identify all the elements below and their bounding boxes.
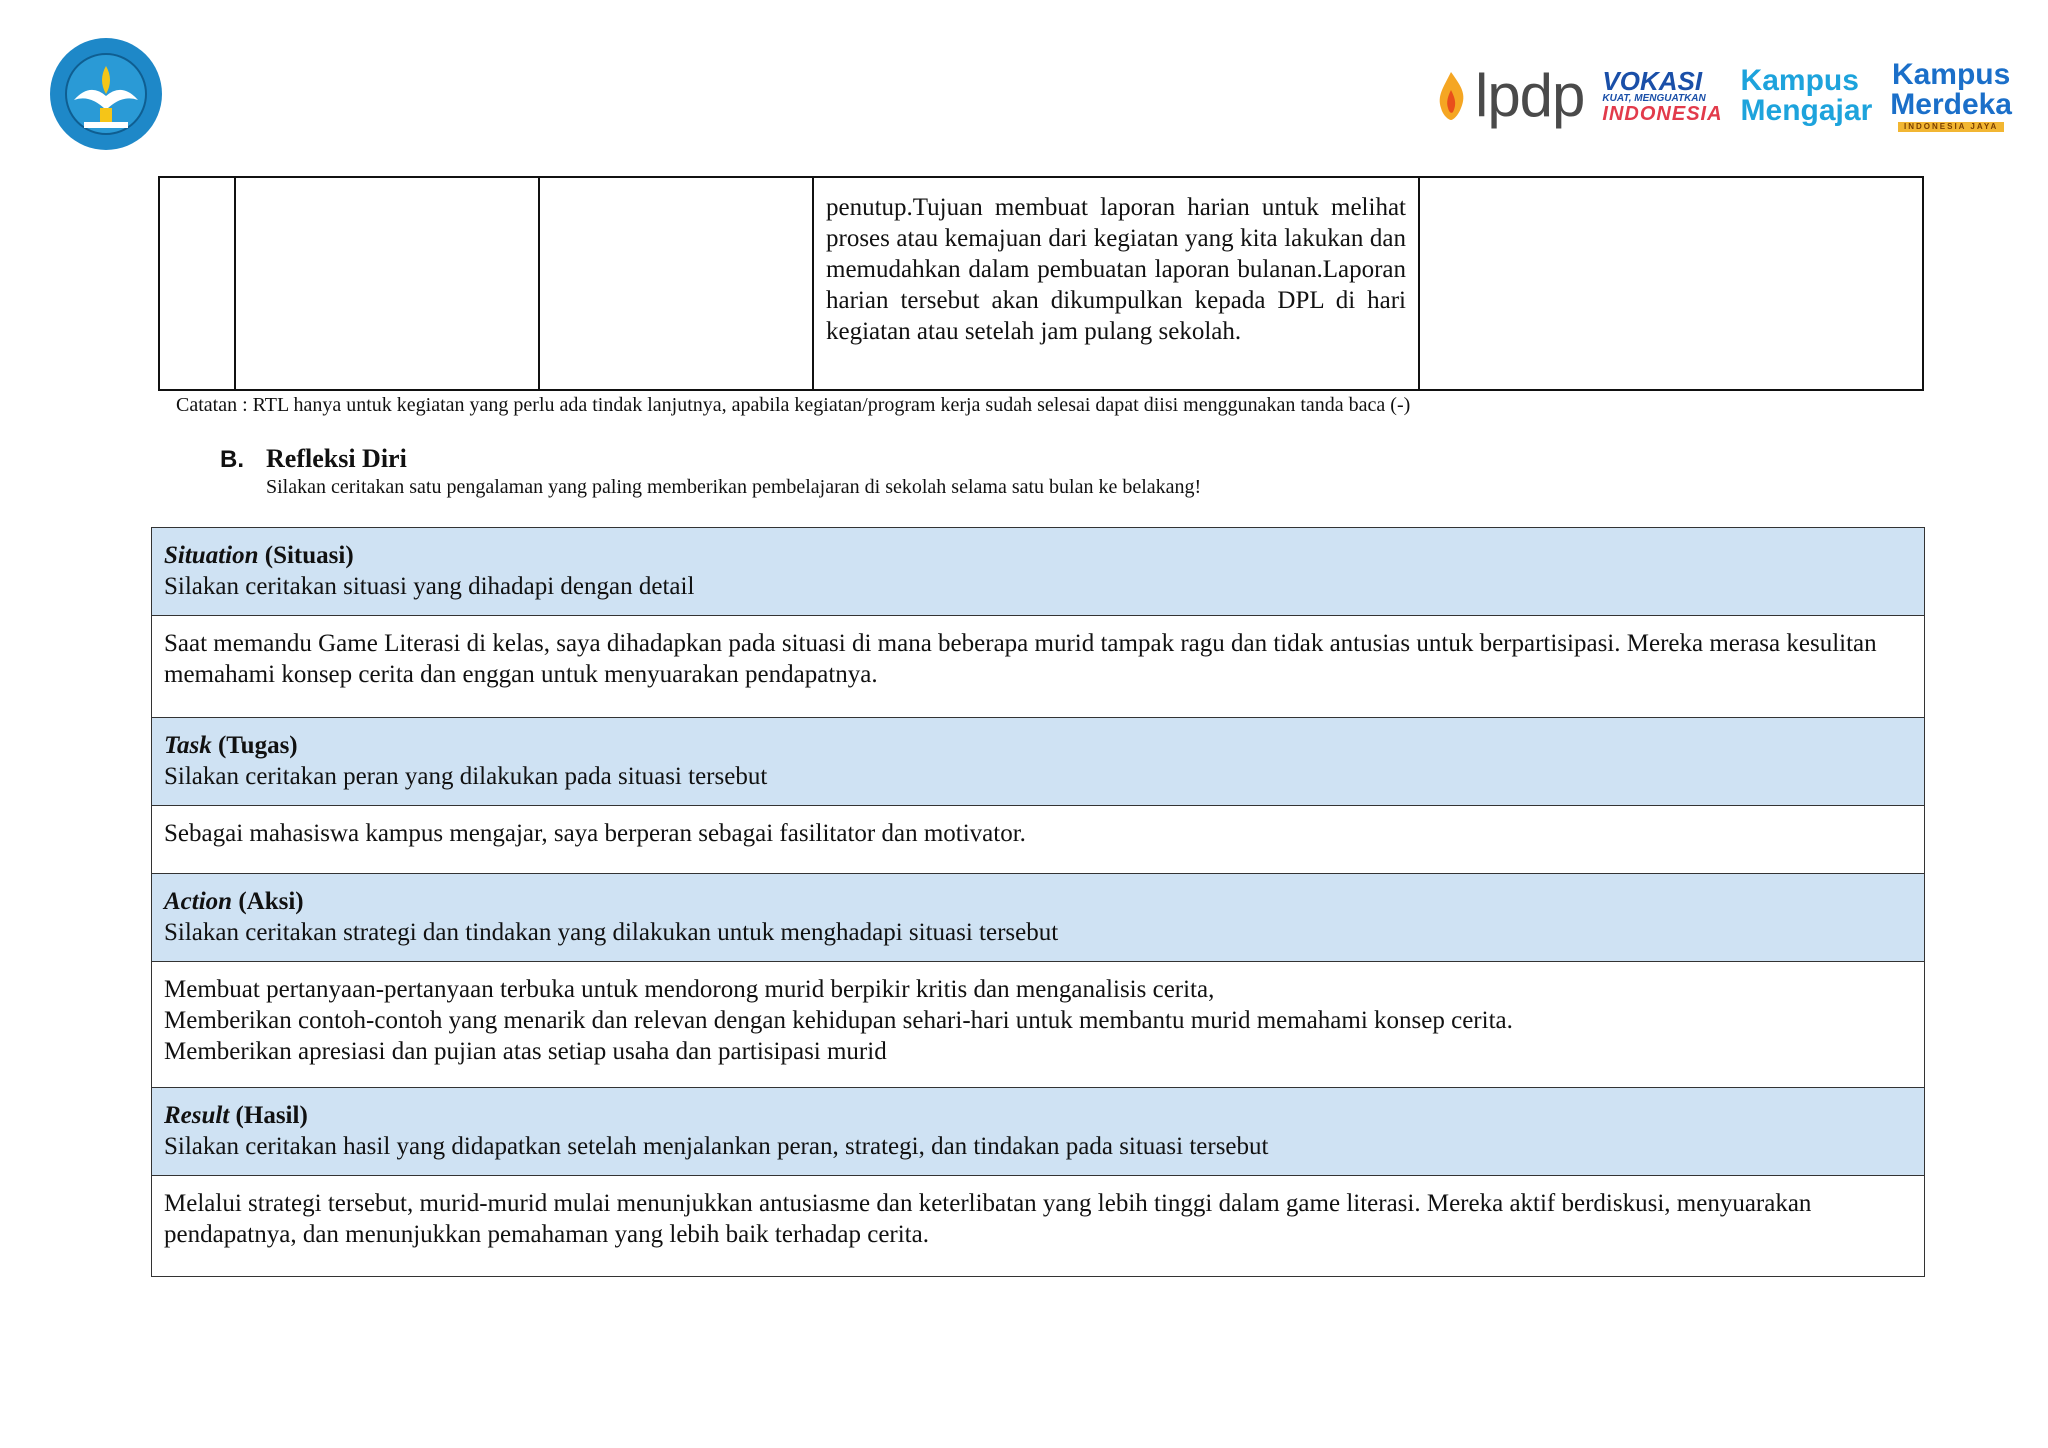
table-cell-3 [539, 177, 813, 390]
kampus-merdeka-line1: Kampus [1891, 58, 2011, 91]
task-title-id: (Tugas) [217, 732, 298, 759]
result-title [164, 1100, 1912, 1131]
result-prompt: Silakan ceritakan hasil yang didapatkan setelah menjalankan peran, strategi, dan tindakan pada situasi tersebut [164, 1133, 1269, 1160]
action-answer-line: Membuat pertanyaan-pertanyaan terbuka untuk mendorong murid berpikir kritis dan menganalisis cerita, [164, 976, 1215, 1003]
situation-answer-row [152, 616, 1924, 718]
kampus-merdeka-logo [1890, 60, 2012, 132]
section-subtitle: Silakan ceritakan satu pengalaman yang paling memberikan pembelajaran di sekolah selama satu bulan ke belakang! [266, 476, 1202, 498]
situation-title-id: (Situasi) [264, 542, 354, 569]
kampus-mengajar-logo [1741, 66, 1873, 126]
situation-header [152, 528, 1924, 616]
lpdp-wordmark: lpdp [1474, 62, 1585, 129]
result-answer: Melalui strategi tersebut, murid-murid mulai menunjukkan antusiasme dan keterlibatan yang lebih tinggi dalam game literasi. Mereka aktif berdiskusi, menyuarakan pendapatnya, dan menunjukkan pemahaman yang lebih baik terhadap cerita. [164, 1190, 1812, 1248]
task-answer-row [152, 806, 1924, 874]
table-cell-text: penutup.Tujuan membuat laporan harian untuk melihat proses atau kemajuan dari kegiatan yang kita lakukan dan memudahkan dalam pembuatan laporan bulanan.Laporan harian tersebut akan dikumpulkan kepada DPL di hari kegiatan atau setelah jam pulang sekolah. [826, 194, 1406, 345]
situation-title [164, 540, 1912, 571]
vokasi-line3: INDONESIA [1602, 103, 1723, 125]
table-cell-5 [1419, 177, 1923, 390]
situation-title-en: Situation [164, 542, 259, 569]
star-reflection-table [151, 527, 1925, 1277]
table-cell-no [159, 177, 235, 390]
result-answer-row [152, 1176, 1924, 1276]
table-note: Catatan : RTL hanya untuk kegiatan yang perlu ada tindak lanjutnya, apabila kegiatan/program kerja sudah selesai dapat diisi menggunakan tanda baca (-) [176, 394, 1411, 416]
vokasi-line2: KUAT, MENGUATKAN [1602, 93, 1706, 104]
action-header [152, 874, 1924, 962]
kampus-merdeka-line2: Merdeka [1890, 88, 2012, 121]
result-title-en: Result [164, 1102, 230, 1129]
rtl-table-continuation [158, 176, 1924, 391]
kampus-merdeka-tagline: INDONESIA JAYA [1898, 122, 2004, 132]
action-answer-line: Memberikan apresiasi dan pujian atas setiap usaha dan partisipasi murid [164, 1038, 887, 1065]
task-prompt: Silakan ceritakan peran yang dilakukan pada situasi tersebut [164, 763, 768, 790]
tut-wuri-handayani-logo [48, 36, 164, 152]
table-cell-description [813, 177, 1419, 390]
situation-prompt: Silakan ceritakan situasi yang dihadapi dengan detail [164, 573, 695, 600]
task-title [164, 730, 1912, 761]
vokasi-logo [1602, 68, 1722, 124]
action-answer-row [152, 962, 1924, 1088]
kampus-mengajar-line2: Mengajar [1740, 94, 1873, 127]
vokasi-line1: VOKASI [1602, 66, 1703, 96]
lpdp-flame-icon [1431, 68, 1471, 124]
result-header [152, 1088, 1924, 1176]
result-title-id: (Hasil) [235, 1102, 308, 1129]
action-title [164, 886, 1912, 917]
task-answer: Sebagai mahasiswa kampus mengajar, saya berperan sebagai fasilitator dan motivator. [164, 820, 1026, 847]
action-answer-line: Memberikan contoh-contoh yang menarik dan relevan dengan kehidupan sehari-hari untuk membantu murid memahami konsep cerita. [164, 1007, 1513, 1034]
action-title-id: (Aksi) [238, 888, 304, 915]
section-b-heading [220, 444, 407, 474]
partner-logos [1431, 56, 2012, 136]
section-title: Refleksi Diri [266, 444, 407, 473]
action-prompt: Silakan ceritakan strategi dan tindakan yang dilakukan untuk menghadapi situasi tersebut [164, 919, 1059, 946]
kampus-mengajar-line1: Kampus [1740, 64, 1859, 97]
task-title-en: Task [164, 732, 212, 759]
table-cell-2 [235, 177, 539, 390]
action-title-en: Action [164, 888, 233, 915]
task-header [152, 718, 1924, 806]
section-number: B. [220, 446, 244, 473]
situation-answer: Saat memandu Game Literasi di kelas, saya dihadapkan pada situasi di mana beberapa murid tampak ragu dan tidak antusias untuk berpartisipasi. Mereka merasa kesulitan memahami konsep cerita dan enggan untuk menyuarakan pendapatnya. [164, 630, 1877, 688]
lpdp-logo [1431, 62, 1585, 129]
table-row [159, 177, 1923, 390]
